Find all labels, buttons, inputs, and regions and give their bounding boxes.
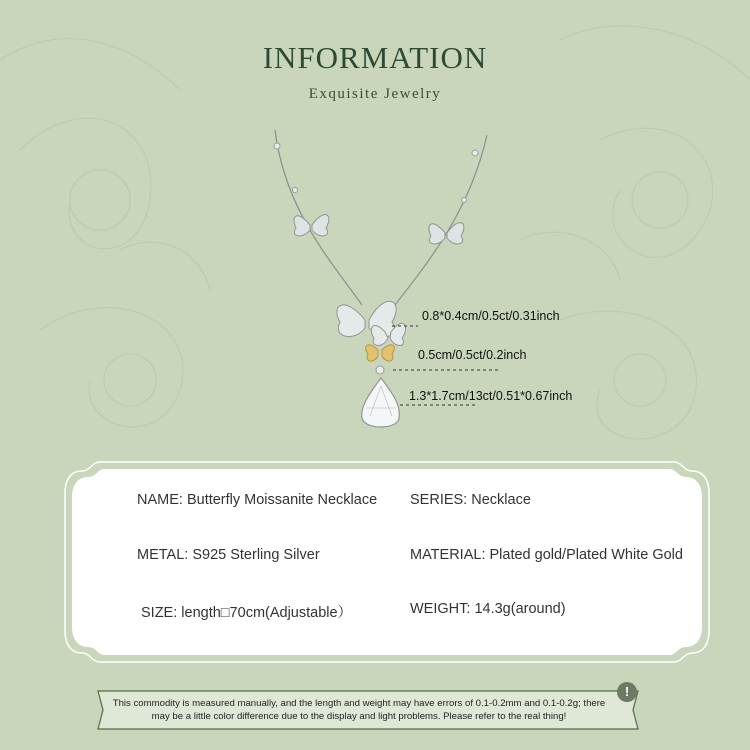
- material-label: MATERIAL:: [410, 547, 486, 563]
- size-field: [141, 601, 352, 622]
- pear-drop-dimension: 1.3*1.7cm/13ct/0.51*0.67inch: [409, 389, 573, 403]
- alert-icon: !: [617, 682, 637, 702]
- name-field: [137, 492, 377, 508]
- name-label: NAME:: [137, 492, 183, 508]
- weight-value: 14.3g(around): [474, 601, 566, 617]
- pear-drop: [362, 378, 400, 427]
- material-field: [410, 547, 683, 563]
- metal-value: S925 Sterling Silver: [192, 547, 320, 563]
- butterfly-dimension: 0.8*0.4cm/0.5ct/0.31inch: [422, 309, 560, 323]
- gold-butterfly: [366, 345, 395, 361]
- metal-label: METAL:: [137, 547, 189, 563]
- size-value: length□70cm(Adjustable）: [181, 605, 353, 621]
- series-label: SERIES:: [410, 492, 468, 508]
- series-field: [410, 492, 531, 508]
- series-value: Necklace: [471, 492, 531, 508]
- stone-dimension: 0.5cm/0.5ct/0.2inch: [418, 348, 527, 362]
- weight-field: [410, 601, 566, 617]
- weight-label: WEIGHT:: [410, 601, 471, 617]
- name-value: Butterfly Moissanite Necklace: [186, 492, 378, 508]
- page-subtitle: Exquisite Jewelry: [308, 86, 442, 102]
- page-title: INFORMATION: [262, 40, 488, 75]
- butterfly-main: [337, 301, 406, 345]
- material-value: Plated gold/Plated White Gold: [489, 547, 683, 563]
- metal-field: [137, 547, 320, 563]
- size-label: SIZE:: [141, 605, 178, 621]
- notice-text: This commodity is measured manually, and the length and weight may have errors of 0.1-0.2mm and 0.1-0.2g; there may be a little color difference due to the display and light problems. Please refer to the real thing!: [112, 698, 606, 722]
